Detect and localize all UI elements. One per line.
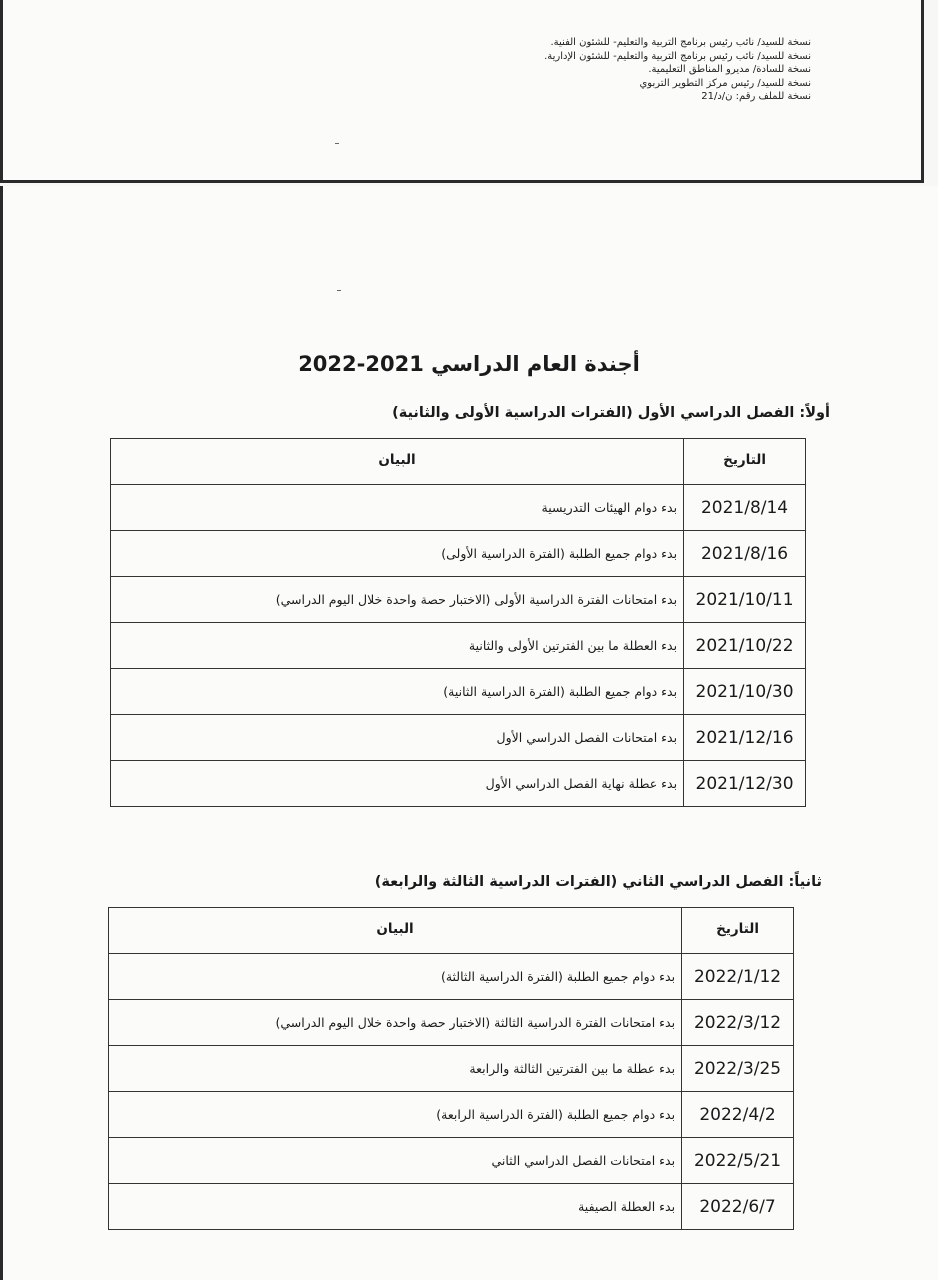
table-row	[109, 954, 794, 1000]
row-description: بدء عطلة نهاية الفصل الدراسي الأول	[111, 761, 684, 807]
date-column-header: التاريخ	[684, 439, 806, 485]
row-description: بدء العطلة ما بين الفترتين الأولى والثانية	[111, 623, 684, 669]
table-row	[111, 485, 806, 531]
row-date: 2021/12/16	[684, 715, 806, 761]
row-description: بدء امتحانات الفصل الدراسي الثاني	[109, 1138, 682, 1184]
row-description: بدء امتحانات الفترة الدراسية الثالثة (الاختبار حصة واحدة خلال اليوم الدراسي)	[109, 1000, 682, 1046]
copy-line-3: نسخة للسادة/ مديرو المناطق التعليمية.	[648, 64, 811, 75]
copy-line-2: نسخة للسيد/ نائب رئيس برنامج التربية والتعليم- للشئون الإدارية.	[544, 50, 811, 62]
scan-speck	[337, 290, 341, 291]
table-row	[109, 1138, 794, 1184]
description-column-header: البيان	[111, 439, 684, 485]
copy-line-1: نسخة للسيد/ نائب رئيس برنامج التربية والتعليم- للشئون الفنية.	[550, 37, 811, 48]
table-row	[109, 1184, 794, 1230]
table-row	[111, 577, 806, 623]
row-description: بدء امتحانات الفترة الدراسية الأولى (الاختبار حصة واحدة خلال اليوم الدراسي)	[111, 577, 684, 623]
table-header-row	[111, 439, 806, 485]
row-date: 2021/10/22	[684, 623, 806, 669]
row-description: بدء دوام جميع الطلبة (الفترة الدراسية الثانية)	[111, 669, 684, 715]
row-description: بدء دوام جميع الطلبة (الفترة الدراسية الأولى)	[111, 531, 684, 577]
row-description: بدء العطلة الصيفية	[109, 1184, 682, 1230]
row-date: 2022/3/12	[682, 1000, 794, 1046]
row-date: 2021/8/16	[684, 531, 806, 577]
row-description: بدء امتحانات الفصل الدراسي الأول	[111, 715, 684, 761]
table-row	[111, 623, 806, 669]
scan-speck	[335, 143, 339, 144]
table-row	[111, 531, 806, 577]
table-row	[111, 715, 806, 761]
table-row	[111, 761, 806, 807]
table-row	[109, 1092, 794, 1138]
previous-page-bottom	[0, 0, 924, 183]
semester2-heading: ثانياً: الفصل الدراسي الثاني (الفترات الدراسية الثالثة والرابعة)	[374, 874, 822, 890]
row-date: 2022/5/21	[682, 1138, 794, 1184]
semester1-table	[110, 438, 806, 807]
description-column-header: البيان	[109, 908, 682, 954]
semester2-table	[108, 907, 794, 1230]
row-date: 2022/1/12	[682, 954, 794, 1000]
row-date: 2021/10/11	[684, 577, 806, 623]
row-date: 2021/12/30	[684, 761, 806, 807]
table-row	[109, 1046, 794, 1092]
copy-line-4: نسخة للسيد/ رئيس مركز التطوير التربوي	[639, 77, 811, 89]
copy-line-5: نسخة للملف رقم: ن/د/21	[701, 91, 811, 102]
row-description: بدء دوام جميع الطلبة (الفترة الدراسية الرابعة)	[109, 1092, 682, 1138]
table-row	[109, 1000, 794, 1046]
row-date: 2022/4/2	[682, 1092, 794, 1138]
row-date: 2021/8/14	[684, 485, 806, 531]
row-date: 2021/10/30	[684, 669, 806, 715]
row-date: 2022/3/25	[682, 1046, 794, 1092]
row-description: بدء دوام الهيئات التدريسية	[111, 485, 684, 531]
semester1-heading: أولاً: الفصل الدراسي الأول (الفترات الدراسية الأولى والثانية)	[392, 405, 830, 421]
table-row	[111, 669, 806, 715]
table-header-row	[109, 908, 794, 954]
row-description: بدء عطلة ما بين الفترتين الثالثة والرابعة	[109, 1046, 682, 1092]
row-description: بدء دوام جميع الطلبة (الفترة الدراسية الثالثة)	[109, 954, 682, 1000]
date-column-header: التاريخ	[682, 908, 794, 954]
row-date: 2022/6/7	[682, 1184, 794, 1230]
page-title: أجندة العام الدراسي 2021-2022	[298, 352, 640, 376]
distribution-list	[544, 36, 811, 104]
